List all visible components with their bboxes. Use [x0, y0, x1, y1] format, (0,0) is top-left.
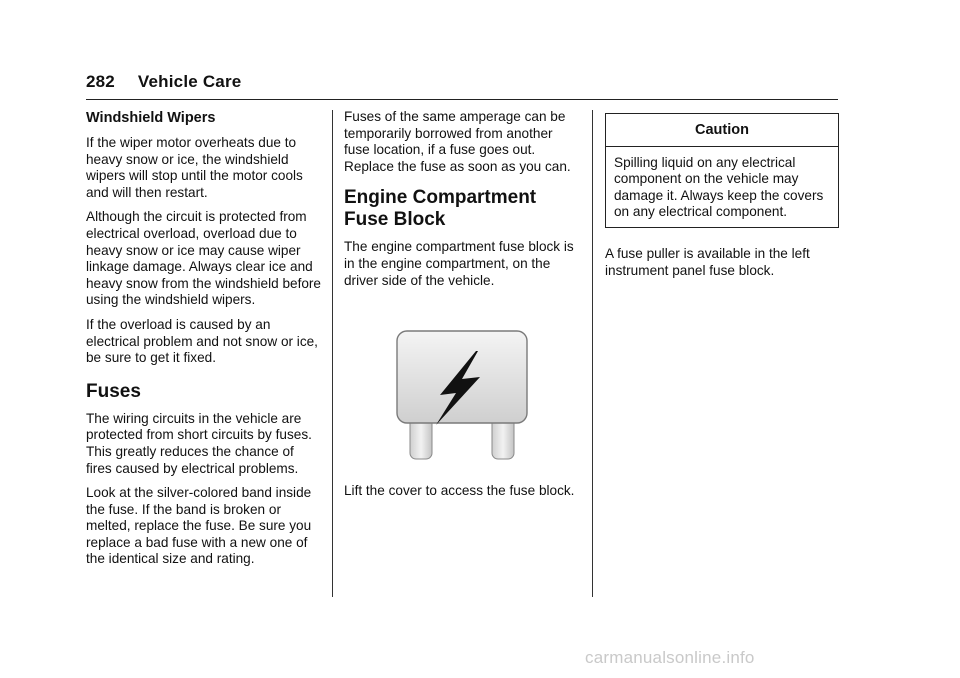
borrow-fuse-paragraph: Fuses of the same amperage can be temporarily borrowed from another fuse location, if a fuse goes out. Replace the fuse as soon as you can.: [344, 109, 571, 174]
fuse-block-cover-illustration: [344, 313, 580, 463]
engine-fuse-block-paragraph: The engine compartment fuse block is in the engine compartment, on the driver side of the vehicle.: [344, 239, 574, 288]
page-header: [86, 72, 241, 92]
wipers-paragraph-2: Although the circuit is protected from electrical overload, overload due to heavy snow or ice may cause wiper linkage damage. Always clear ice and heavy snow from the windshield before using the windshield wipers.: [86, 209, 321, 308]
column-2: [344, 109, 580, 508]
column-3: [605, 109, 839, 287]
fuses-heading: Fuses: [86, 380, 141, 402]
watermark-text: carmanualsonline.info: [585, 648, 755, 667]
wipers-heading: Windshield Wipers: [86, 110, 216, 126]
fuses-paragraph-2: Look at the silver-colored band inside the fuse. If the band is broken or melted, replace the fuse. Be sure you replace a bad fuse with a new one of the identical size and rating.: [86, 485, 312, 567]
page-number: 282: [86, 72, 115, 91]
header-rule: [86, 99, 838, 100]
fuse-puller-paragraph: A fuse puller is available in the left instrument panel fuse block.: [605, 245, 810, 278]
caution-box: [605, 113, 839, 228]
caution-body: Spilling liquid on any electrical component on the vehicle may damage it. Always keep the covers on any electrical component.: [614, 154, 824, 220]
engine-fuse-block-heading: Engine Compartment Fuse Block: [344, 187, 537, 231]
wipers-paragraph-3: If the overload is caused by an electrical problem and not snow or ice, be sure to get it fixed.: [86, 316, 318, 366]
column-divider-1: [332, 110, 333, 597]
caution-title: Caution: [606, 114, 838, 147]
column-divider-2: [592, 110, 593, 597]
section-title: Vehicle Care: [137, 72, 242, 91]
wipers-paragraph-1: If the wiper motor overheats due to heavy snow or ice, the windshield wipers will stop until the motor cools and will then restart.: [86, 135, 303, 200]
fuses-paragraph-1: The wiring circuits in the vehicle are protected from short circuits by fuses. This greatly reduces the chance of fires caused by electrical problems.: [86, 410, 312, 476]
column-1: [86, 109, 322, 576]
fuse-block-caption: Lift the cover to access the fuse block.: [344, 483, 575, 499]
